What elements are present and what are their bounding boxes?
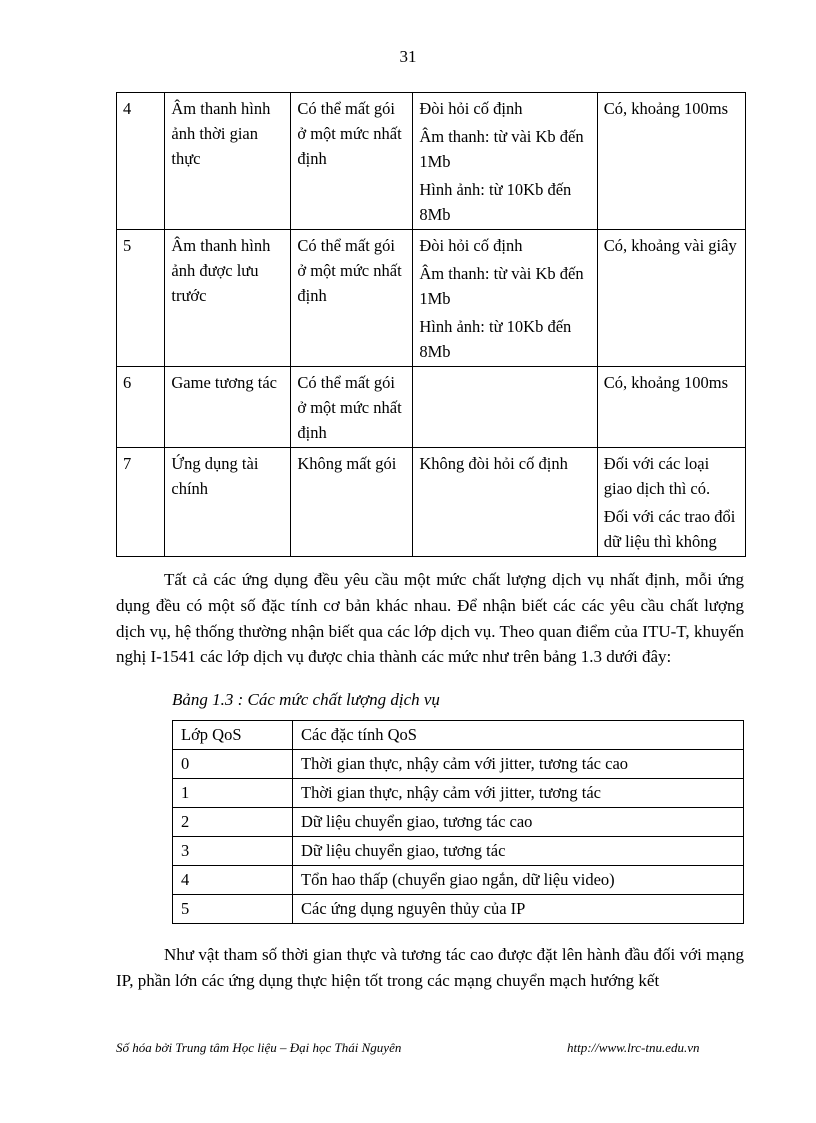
- cell-delay-line: Đối với các trao đổi dữ liệu thì không: [603, 507, 736, 551]
- qos-class-cell: 4: [173, 866, 293, 895]
- footer-url: http://www.lrc-tnu.edu.vn: [567, 1040, 700, 1055]
- cell-bandwidth-line: Hình ảnh: từ 10Kb đến 8Mb: [419, 317, 572, 361]
- cell-index: 7: [117, 448, 165, 557]
- table-row: [117, 367, 746, 448]
- paragraph-intro: [116, 567, 744, 670]
- page-number: 31: [399, 47, 417, 66]
- cell-bandwidth: [413, 367, 597, 448]
- qos-header-row: [173, 721, 744, 750]
- cell-bandwidth: [413, 448, 597, 557]
- cell-bandwidth-line: Đòi hỏi cố định: [419, 236, 523, 255]
- cell-bandwidth: [413, 93, 597, 230]
- paragraph-continuation: [116, 942, 744, 994]
- cell-packet-loss: Không mất gói: [291, 448, 413, 557]
- cell-delay: [597, 367, 745, 448]
- table-row: [173, 837, 744, 866]
- application-requirements-table: [116, 92, 746, 557]
- cell-bandwidth-line: Không đòi hỏi cố định: [419, 454, 568, 473]
- qos-header-class: Lớp QoS: [173, 721, 293, 750]
- cell-packet-loss: Có thể mất gói ở một mức nhất định: [291, 230, 413, 367]
- table-row: [117, 448, 746, 557]
- qos-description-cell: Dữ liệu chuyển giao, tương tác cao: [293, 808, 744, 837]
- cell-application: Âm thanh hình ảnh được lưu trước: [165, 230, 291, 367]
- qos-description-cell: Tổn hao thấp (chuyển giao ngắn, dữ liệu video): [293, 866, 744, 895]
- qos-class-cell: 1: [173, 779, 293, 808]
- cell-index: 6: [117, 367, 165, 448]
- cell-delay: [597, 93, 745, 230]
- cell-delay: [597, 448, 745, 557]
- qos-class-cell: 2: [173, 808, 293, 837]
- qos-header-desc: Các đặc tính QoS: [293, 721, 744, 750]
- cell-packet-loss: Có thể mất gói ở một mức nhất định: [291, 367, 413, 448]
- qos-class-cell: 0: [173, 750, 293, 779]
- cell-delay: [597, 230, 745, 367]
- cell-delay-line: Có, khoảng vài giây: [603, 236, 737, 255]
- cell-application: Âm thanh hình ảnh thời gian thực: [165, 93, 291, 230]
- cell-bandwidth-line: Âm thanh: từ vài Kb đến 1Mb: [419, 264, 584, 308]
- qos-class-cell: 5: [173, 895, 293, 924]
- qos-class-cell: 3: [173, 837, 293, 866]
- cell-application: Ứng dụng tài chính: [165, 448, 291, 557]
- table-row: [117, 93, 746, 230]
- cell-application: Game tương tác: [165, 367, 291, 448]
- paragraph-intro-text: Tất cả các ứng dụng đều yêu cầu một mức chất lượng dịch vụ nhất định, mỗi ứng dụng đều có một số đặc tính cơ bản khác nhau. Để nhận biết các các yêu cầu chất lượng dịch vụ, hệ thống thường nhận biết qua các lớp dịch vụ. Theo quan điểm của ITU-T, khuyến nghị I-1541 các lớp dịch vụ được chia thành các mức như trên bảng 1.3 dưới đây:: [116, 570, 744, 667]
- table-row: [173, 808, 744, 837]
- cell-bandwidth-line: Âm thanh: từ vài Kb đến 1Mb: [419, 127, 584, 171]
- qos-classes-table: [172, 720, 744, 924]
- cell-bandwidth-line: Đòi hỏi cố định: [419, 99, 523, 118]
- cell-index: 5: [117, 230, 165, 367]
- qos-description-cell: Các ứng dụng nguyên thủy của IP: [293, 895, 744, 924]
- cell-packet-loss: Có thể mất gói ở một mức nhất định: [291, 93, 413, 230]
- qos-description-cell: Thời gian thực, nhậy cảm với jitter, tương tác cao: [293, 750, 744, 779]
- cell-delay-line: Có, khoảng 100ms: [603, 99, 729, 118]
- footer-source: Số hóa bởi Trung tâm Học liệu – Đại học Thái Nguyên: [116, 1040, 402, 1055]
- table-row: [117, 230, 746, 367]
- paragraph-continuation-text: Như vật tham số thời gian thực và tương tác cao được đặt lên hành đầu đối với mạng IP, phần lớn các ứng dụng thực hiện tốt trong các mạng chuyển mạch hướng kết: [116, 945, 744, 990]
- table-caption: Bảng 1.3 : Các mức chất lượng dịch vụ: [172, 690, 440, 709]
- cell-delay-line: Đối với các loại giao dịch thì có.: [603, 454, 711, 498]
- cell-delay-line: Có, khoảng 100ms: [603, 373, 729, 392]
- qos-description-cell: Thời gian thực, nhậy cảm với jitter, tương tác: [293, 779, 744, 808]
- qos-description-cell: Dữ liệu chuyển giao, tương tác: [293, 837, 744, 866]
- cell-bandwidth: [413, 230, 597, 367]
- table-row: [173, 866, 744, 895]
- table-row: [173, 779, 744, 808]
- cell-bandwidth-line: Hình ảnh: từ 10Kb đến 8Mb: [419, 180, 572, 224]
- cell-index: 4: [117, 93, 165, 230]
- table-row: [173, 895, 744, 924]
- table-row: [173, 750, 744, 779]
